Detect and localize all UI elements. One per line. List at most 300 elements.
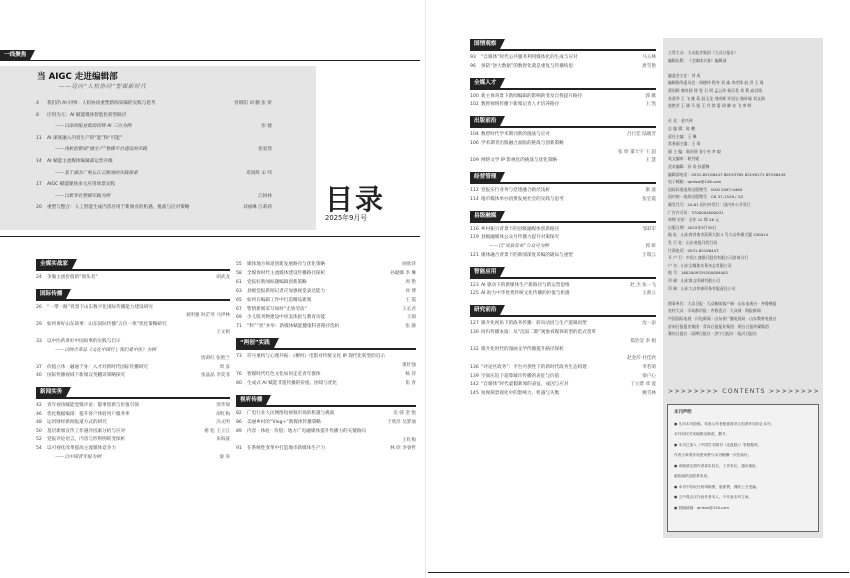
entry-title: 生成式 AI 赋能非遗传播的价值、困境与优化 xyxy=(247,380,338,386)
entry-author: 孙聪娜 李 琳 xyxy=(390,270,416,276)
page-number: 91 xyxy=(236,446,242,452)
entry-title: 警情新闻采写如何“无效劳动” xyxy=(247,306,307,312)
notice-line: 作者文章著作权使用费与本刊稿酬一次性给付。 xyxy=(674,453,752,457)
entry-title: 党报评论语言、内容与形则例转变探析 xyxy=(47,437,126,443)
entry-title: ——基于湖北广电长江云新闻的实践探索 xyxy=(55,170,138,176)
masthead-line: 邮发代号：24-61 国内外发行：国内外公开发行 xyxy=(668,202,751,207)
page-number: 102 xyxy=(470,102,479,108)
toc-entry xyxy=(36,275,230,281)
toc-entry xyxy=(36,305,230,311)
entry-author: 唐雪艳 xyxy=(642,63,656,69)
page-number: 14 xyxy=(36,159,42,164)
notice-line: ● 来稿请注明作者真实姓名、工作单位、通信地址、 xyxy=(674,463,760,468)
entry-title: “自媒体”时代公共服务利用媒体化的生成与应对 xyxy=(481,55,578,60)
entry-author: 曾朝阳 刘 鹏 张 妍 xyxy=(234,101,272,106)
section-tab: 视听传播 xyxy=(236,395,266,405)
page-number: 112 xyxy=(470,188,479,193)
entry-title: 国际传播视域下新闻汉英翻译策略探究 xyxy=(47,373,126,379)
entry-author: 李若萌 xyxy=(642,364,656,370)
entry-author: 张 静 xyxy=(405,324,416,330)
toc-entry xyxy=(236,315,416,321)
notice-line: ● 本刊已加入《中国学术期刊（光盘版）》等数据库， xyxy=(674,442,762,447)
toc-entry xyxy=(470,55,656,61)
page-number: 17 xyxy=(36,182,42,188)
toc-entry xyxy=(470,94,656,100)
entry-author: 王新立 xyxy=(642,291,656,297)
page-number: 82 xyxy=(236,410,242,416)
toc-entry xyxy=(236,446,416,452)
page-number: 24 xyxy=(36,275,42,280)
masthead-line: 开 户 行：中国工商银行股份有限公司济南分行 xyxy=(668,255,749,261)
entry-title: 以中医药讲好中国故事的实践与启示 xyxy=(47,339,121,344)
toc-entry xyxy=(470,283,656,289)
toc-entry xyxy=(36,322,230,328)
section-tab: 智能应用 xyxy=(470,267,500,277)
toc-entry xyxy=(36,455,230,461)
masthead-line: 主管主办：大众报业集团（大众日报社） xyxy=(668,50,739,55)
page-number: 54 xyxy=(36,446,42,451)
toc-entry xyxy=(36,437,230,443)
toc-entry xyxy=(236,363,416,369)
masthead-line: 账 号：1602009329200004002 xyxy=(668,270,728,276)
entry-author: 褚 松 王立江 xyxy=(204,428,230,434)
entry-author: 王锦 xyxy=(406,315,416,321)
entry-author: 马玉林 xyxy=(642,55,656,60)
masthead-line: 美术编辑：孙 涛 孙蕾梅 xyxy=(668,164,710,169)
toc-entry xyxy=(36,113,272,119)
entry-author: 邹彩军 xyxy=(642,226,656,232)
page-number: 71 xyxy=(236,324,242,330)
section-tab: 研究前沿 xyxy=(470,305,500,315)
page-number: 73 xyxy=(236,354,242,360)
masthead-line: 总 编 辑：陈 鹏 xyxy=(668,126,696,131)
toc-entry xyxy=(36,182,272,188)
entry-author: 江树林 xyxy=(258,193,272,199)
section-header xyxy=(36,259,230,271)
entry-title: 媒介化时代的漫画文学传播提升路径探析 xyxy=(481,347,564,353)
section-header xyxy=(470,78,656,90)
toc-entry xyxy=(470,102,656,108)
masthead-line: 发 行 处：山东省报刊发行局 xyxy=(668,240,718,245)
masthead-line: 理事单位：大众日报 · 大众新闻客户端 · 山东电视台 · 齐鲁晚报 xyxy=(668,300,777,306)
entry-author: 王长君 xyxy=(402,306,416,312)
toc-entry xyxy=(236,354,416,360)
page-number: 104 xyxy=(470,132,479,137)
entry-title: 内容 · 体验 · 价值：地方广电融媒体提升传播力的关键路向 xyxy=(247,428,367,434)
entry-author: 林 欣 李睿哲 xyxy=(390,446,416,452)
entry-author: 刘明强 时茫琴 马伊林 xyxy=(185,313,230,319)
entry-title: 符号重构与心理共振：《柳村》电影对传统文化 IP 现代化转型的启示 xyxy=(247,354,385,360)
page-number: 86 xyxy=(236,419,242,425)
page-number: 61 xyxy=(236,279,242,285)
toc-entry xyxy=(470,356,656,362)
entry-author: 张晶晶 李奕菲 xyxy=(200,373,230,379)
masthead-line: 社 长：金兴伟 xyxy=(668,118,693,124)
entry-author: 秦 涛 xyxy=(219,454,230,460)
entry-title: 短视频景观化中的影响力、机遇与失衡 xyxy=(481,391,560,396)
section-header xyxy=(236,395,416,407)
entry-author: 邓国辉 宋 纬 xyxy=(246,170,272,176)
entry-title: 乡村振兴背景下的县级融媒体创新路径 xyxy=(481,226,560,232)
toc-entry xyxy=(236,298,416,304)
entry-author: 张 欣 董天宇 王 超 xyxy=(618,149,656,155)
toc-entry xyxy=(470,291,656,297)
toc-entry xyxy=(470,197,656,203)
section-tab: “两创”实践 xyxy=(236,338,274,348)
masthead-line: 地 址：山东省济南市泺源大街 2 号大众传媒大厦 250014 xyxy=(668,232,769,238)
entry-author: 赵金莎 杜佳欣 xyxy=(626,356,656,361)
entry-title: 优化数据编排：提升客户体验用户服务率 xyxy=(47,411,130,417)
masthead-line: 编委会主任：刘 成 xyxy=(668,72,701,78)
entry-title: ——浅析把新闻“做生产”智媒平台建设的实践 xyxy=(55,147,148,153)
section-header xyxy=(470,172,656,184)
page-number: 8 xyxy=(36,112,39,118)
entry-author: 郭 歌 xyxy=(645,93,656,99)
entry-author: 王 慧 xyxy=(645,158,656,164)
toc-entry xyxy=(470,227,656,233)
masthead-line: 编辑出版：《全媒体实务》编辑部 xyxy=(668,57,727,63)
masthead-line: 出版日期：2025年9月30日 xyxy=(668,224,717,230)
page-number: 93 xyxy=(470,55,476,60)
entry-author: 王 凯 xyxy=(645,102,656,108)
page-number: 80 xyxy=(236,380,242,386)
toc-entry xyxy=(36,136,272,142)
page-number: 58 xyxy=(236,270,242,276)
entry-author: 郭 妍 xyxy=(645,244,656,249)
entry-title: 智媒时代红色文化如何走近青年群体 xyxy=(247,372,321,377)
toc-entry xyxy=(470,244,656,250)
entry-author: 曲欣萍 xyxy=(402,262,416,267)
page-number: 123 xyxy=(470,282,479,288)
toc-entry xyxy=(236,372,416,378)
entry-title: 空间压迫下超算城市传播的表征与价值 xyxy=(481,373,560,379)
toc-entry xyxy=(236,280,416,286)
entry-title: ——以中国青年报为例 xyxy=(55,454,101,460)
page-number: 52 xyxy=(36,437,42,443)
entry-author: 姚雪林 xyxy=(642,391,656,396)
entry-title: 新主体背景下新闻编辑的影响转变及自我提升路径 xyxy=(481,93,583,99)
toc-entry xyxy=(470,64,656,70)
masthead-line: 印 制：山东大众华泰印务有限责任公司 xyxy=(668,285,736,291)
page-number: 142 xyxy=(470,382,479,388)
entry-title: 我们的 AI 同事：人机协同重塑新闻采编的实践与思考 xyxy=(47,101,156,106)
section-header xyxy=(36,387,230,399)
toc-entry xyxy=(36,373,230,379)
feature-header xyxy=(0,50,418,62)
entry-author: 梁户心 xyxy=(642,373,656,379)
page-number: 116 xyxy=(470,226,479,232)
section-tab: 全媒人才 xyxy=(470,78,500,88)
entry-title: 预防“逆大数据”的数智化就是重复与传播构思 xyxy=(481,63,574,69)
toc-entry xyxy=(470,150,656,156)
page-number: 89 xyxy=(236,428,242,434)
page-number: 63 xyxy=(236,288,242,294)
toc-entry xyxy=(36,205,272,211)
entry-title: 媒体地方频道创新发展路径与优化策略 xyxy=(247,262,326,267)
page-number: 33 xyxy=(36,339,42,344)
entry-title: AIGC 赋能媒体多元应用场景实践 xyxy=(47,182,115,188)
masthead-line: 电子邮箱：qmtsw@126.com xyxy=(668,179,722,185)
entry-author: 王 霞 xyxy=(405,297,416,303)
notice-line: 本刊有权对来稿做出修改、删节。 xyxy=(674,432,730,436)
entry-author: 沈一添 xyxy=(642,321,656,326)
page-number: 20 xyxy=(36,205,42,211)
entry-title: 如何讲好山东故事：山东国际传播“五位一体”优化策略研究 xyxy=(47,321,167,327)
entry-title: ——以纳吉亚品《文化中国行 | 我们爱中医》为例 xyxy=(55,347,156,353)
entry-title: 媒体融合背景下的新闻深度采编的破局与重塑 xyxy=(481,252,573,258)
toc-entry xyxy=(36,356,230,362)
entry-title: 美丽乡村的“Vlog+”新媒体传播策略 xyxy=(247,419,321,425)
feature-subtitle: ——迈向“人机协同”智媒新时代 xyxy=(59,84,147,90)
toc-logo: 目录 xyxy=(325,183,386,216)
page-number: 48 xyxy=(36,420,42,426)
page-number: 46 xyxy=(36,411,42,417)
section-header xyxy=(236,338,416,350)
section-header xyxy=(470,267,656,279)
entry-title: 全媒体时代主流媒体建设传播路径探析 xyxy=(247,270,326,276)
entry-author: 周 艳 xyxy=(405,279,416,285)
entry-author: 周 彦 xyxy=(219,364,230,370)
entry-title: ——以“岚县发布”公众号为例 xyxy=(489,244,549,249)
page-number: 100 xyxy=(470,93,479,99)
toc-entry xyxy=(236,429,416,435)
page-number: 114 xyxy=(470,196,479,202)
masthead-line: 编辑部电话：0531-85196447 80193785 85190171 85196449 xyxy=(668,171,786,177)
masthead-line: 贾国辉 谢奇跃 徐 雯 石 明 孟云伟 杨乐希 刘 利 高君铭 xyxy=(668,88,763,93)
entry-author: 杨 萍 xyxy=(405,372,416,377)
entry-title: 青年视角赋能党媒评论：都事创新与价值引领 xyxy=(47,403,139,408)
page-number: 106 xyxy=(470,140,479,146)
section-header xyxy=(36,289,230,301)
page-number: 55 xyxy=(236,262,242,267)
section-tab: 新闻实务 xyxy=(36,387,66,397)
entry-title: “评论区政务”：平台可供性下的新时代政务生态构建 xyxy=(481,364,587,370)
page-number: 109 xyxy=(470,158,479,164)
page-number: 76 xyxy=(236,372,242,377)
toc-entry xyxy=(236,271,416,277)
bottom-rule xyxy=(428,572,849,573)
toc-entry xyxy=(36,313,230,319)
toc-entry xyxy=(36,124,272,130)
section-tab: 国际传播 xyxy=(36,289,66,299)
entry-author: 汤华瑞 xyxy=(216,403,230,408)
toc-entry xyxy=(470,158,656,164)
entry-author: 郑浩莹 李 娟 xyxy=(630,338,656,344)
entry-title: 党报实行业务与党建融合路径浅析 xyxy=(481,188,550,193)
toc-entry xyxy=(36,429,230,435)
entry-title: AI 赋能主流媒体编辑部运营升级 xyxy=(47,159,113,164)
entry-author: 胡红梅 xyxy=(216,411,230,417)
toc-entry xyxy=(236,289,416,295)
toc-entry xyxy=(236,381,416,387)
toc-entry xyxy=(236,411,416,417)
toc-entry xyxy=(236,438,416,444)
toc-entry xyxy=(470,235,656,241)
toc-entry xyxy=(36,330,230,336)
page-number: 125 xyxy=(470,291,479,297)
issue-date: 2025年9月号 xyxy=(325,214,368,222)
entry-author: 王红梅 xyxy=(402,437,416,443)
entry-author: 史 韩 金 悦 xyxy=(393,410,416,416)
masthead-sidebar xyxy=(663,38,823,538)
toc-entry xyxy=(236,324,416,330)
entry-author: 于欣洋 吴梦通 xyxy=(386,419,416,425)
masthead-line: 订阅电话：0531-85196447 xyxy=(668,247,719,253)
entry-title: 网络文学 IP 影视化的挑战与优化策略 xyxy=(481,158,557,164)
section-tab: 国情观察 xyxy=(470,39,500,49)
entry-title: 价值立体 · 融通于身：入才对新时代国际传播研究 xyxy=(47,364,148,370)
entry-author: 吕行佳 陆晓芳 xyxy=(626,132,656,137)
page-number: 29 xyxy=(36,321,42,327)
masthead-line: 英文编审：耿丹妮 xyxy=(668,156,700,162)
section-header xyxy=(470,39,656,51)
entry-author: 王瑞云 xyxy=(642,252,656,258)
toc-entry xyxy=(470,132,656,138)
entry-title: 媒介化视角下的政务传播：转向动因与生产逻辑再塑 xyxy=(481,321,587,326)
entry-author: 胡武龙 xyxy=(216,275,230,280)
masthead-line: 农村大众 · 半岛都市报 · 齐鲁壹点 · 大众网 · 海报新闻 xyxy=(668,308,761,314)
entry-title: ——以新华社智媒实践为例 xyxy=(55,193,111,199)
page-number: 69 xyxy=(236,315,242,321)
page-number: 130 xyxy=(470,329,479,335)
entry-author: 冯文明 xyxy=(216,420,230,426)
section-tab: 全媒实战家 xyxy=(36,259,72,269)
divider-rule xyxy=(0,236,420,237)
page-number: 145 xyxy=(470,391,479,396)
toc-entry xyxy=(470,374,656,380)
page-number: 11 xyxy=(36,135,42,141)
entry-title: ——以深圳报业集团读特 AI 三台为例 xyxy=(55,124,132,130)
toc-entry xyxy=(470,365,656,371)
toc-entry xyxy=(36,446,230,452)
toc-entry xyxy=(470,347,656,353)
entry-author: 丁立建 邓 爱 xyxy=(630,382,656,388)
toc-entry xyxy=(36,339,230,345)
entry-title: 广电行业人民网络短视频市场的机遇与挑战 xyxy=(247,410,335,416)
entry-title: 应用为王：AI 赋能媒体智能化转型路径 xyxy=(47,112,127,118)
page-number: 26 xyxy=(36,304,42,310)
toc-entry xyxy=(470,253,656,259)
toc-entry xyxy=(36,403,230,409)
notice-line: 本刊声明 xyxy=(674,410,692,415)
feature-tab: 一线聚焦 xyxy=(0,50,30,60)
entry-title: 少儿版刊物建设中审美体验与教育功能 xyxy=(247,315,326,321)
page-number: 40 xyxy=(36,373,42,379)
toc-entry xyxy=(36,147,272,153)
entry-author: 王文娟 xyxy=(216,330,230,336)
page-number: 136 xyxy=(470,364,479,370)
section-tab: 经营管理 xyxy=(470,172,500,182)
feature-title: 当 AIGC 走进编辑部 xyxy=(37,72,118,82)
entry-title: 运用财经新闻报道方式的研究 xyxy=(47,420,107,426)
toc-entry xyxy=(36,365,230,371)
masthead-line: 编辑指导委员会：周德伟 程冬 刘 淼 李彦锋 赵 洪 王 琦 xyxy=(668,80,764,86)
entry-title: 以可视化改革提高主流媒体竞争力 xyxy=(47,446,116,451)
toc-entry xyxy=(36,420,230,426)
entry-author: 赵 杰 张一飞 xyxy=(630,282,656,288)
entry-author: 崔 青 xyxy=(405,380,416,386)
toc-entry xyxy=(470,382,656,388)
toc-entry xyxy=(470,339,656,345)
toc-entry xyxy=(470,330,656,336)
toc-entry xyxy=(36,412,230,418)
page-number: 4 xyxy=(36,101,39,106)
entry-title: “科”“普”并举：新媒体赋能健康科普路径选析 xyxy=(247,324,340,330)
notice-line: ● 文中观点仅代表作者本人，不代表本刊立场。 xyxy=(674,495,753,499)
masthead-line: 济南日报报业集团 · 青岛日报报业集团 · 烟台日报传媒集团 xyxy=(668,323,769,329)
section-header xyxy=(470,211,656,223)
toc-entry xyxy=(470,391,656,397)
entry-title: 县级党报新闻记者应加强视觉表达能力 xyxy=(247,288,326,294)
toc-entry xyxy=(36,348,230,354)
entry-author: 张宏霞 xyxy=(642,196,656,202)
masthead-line: 每期 定价：全年 12 期 26 元 xyxy=(668,217,720,223)
entry-author: 孙 博 xyxy=(405,288,416,294)
entry-author: 彭 婕 xyxy=(261,124,272,130)
masthead-line: 责任主编：王 琳 xyxy=(668,133,697,139)
masthead-line: 广告许可证：3700004000031 xyxy=(668,209,724,215)
entry-title: AI 助力中华优秀传统文化传播的价值与机遇 xyxy=(481,291,570,297)
notice-box xyxy=(667,404,819,532)
toc-entry xyxy=(470,188,656,194)
entry-title: 基层新闻宣传工作遇冷因素分析与应对 xyxy=(47,428,126,434)
section-header xyxy=(470,305,656,317)
entry-title: 数智视域传播下新闻记者人才培养路径 xyxy=(481,102,560,108)
masthead-line: 印 刷：山东鲁文印刷有限公司 xyxy=(668,278,720,283)
entry-author: 唐莉红 张艳兰 xyxy=(200,356,230,362)
page-number: 96 xyxy=(470,63,476,69)
toc-entry xyxy=(36,171,272,177)
toc-entry xyxy=(36,101,272,107)
page-number: 132 xyxy=(470,347,479,353)
entry-title: 如何在编辑工作中打造精品新闻 xyxy=(247,297,312,303)
masthead-line: 副 主 编：陈伯瑶 张小杰 李 毅 xyxy=(668,148,721,154)
masthead-line: 国内统一连续出版物号：CN 37-1526 / G2 xyxy=(668,194,744,200)
notice-line: ● 本刊不收取任何审稿费、版面费，谨防上当受骗。 xyxy=(674,484,760,489)
page-number: 127 xyxy=(470,321,479,326)
toc-entry xyxy=(36,194,272,200)
page-number: 121 xyxy=(470,252,479,258)
page-number: 67 xyxy=(236,306,242,312)
section-header xyxy=(470,116,656,128)
page-number: 42 xyxy=(36,403,42,408)
masthead-line: 户 名：山东全媒体实务杂志有限公司 xyxy=(668,262,732,268)
toc-entry xyxy=(470,141,656,147)
masthead-line: 潍坊日报社 · 淄博日报社 · 济宁日报社 · 临沂日报社 xyxy=(668,331,757,337)
toc-entry xyxy=(470,321,656,327)
entry-author: 张家然 xyxy=(258,147,272,153)
toc-entry xyxy=(236,307,416,313)
entry-author: 刘丽琳 江莉莉 xyxy=(242,205,272,211)
entry-author: 朱海波 xyxy=(216,437,230,443)
entry-title: 党报好新闻标题编辑创新策略 xyxy=(247,279,307,285)
page-number: 37 xyxy=(36,364,42,370)
toc-entry xyxy=(236,420,416,426)
entry-title: “自媒体”时代虚假新闻的表征、成因与应对 xyxy=(481,382,569,388)
notice-line: 邮政编码及联系电话。 xyxy=(674,474,711,478)
right-page xyxy=(425,0,850,578)
masthead-line: 常务副主编：王 琦 xyxy=(668,141,701,147)
page-number: 50 xyxy=(36,428,42,434)
entry-title: 县级融媒体公众号传播力提升对策探究 xyxy=(481,235,560,241)
notice-line: ● 凡向本刊投稿，均表示作者愿意将该文的著作权转让本刊， xyxy=(674,421,775,426)
entry-title: AI 深度融入内容生产的“能”和“可能” xyxy=(47,135,123,141)
entry-title: AI 驱动下的新媒体生产新路径与新运营思维 xyxy=(481,282,570,288)
page-number: 65 xyxy=(236,297,242,303)
entry-title: 重塑与整合：人工智能生成内容应用于新闻业的机遇、挑战与应对策略 xyxy=(47,205,190,211)
masthead-line: 中国国际电视 · 闪电新闻 · 山东省广播电视局 · 山东教育电视台 xyxy=(668,316,777,321)
page-number: 139 xyxy=(470,373,479,379)
